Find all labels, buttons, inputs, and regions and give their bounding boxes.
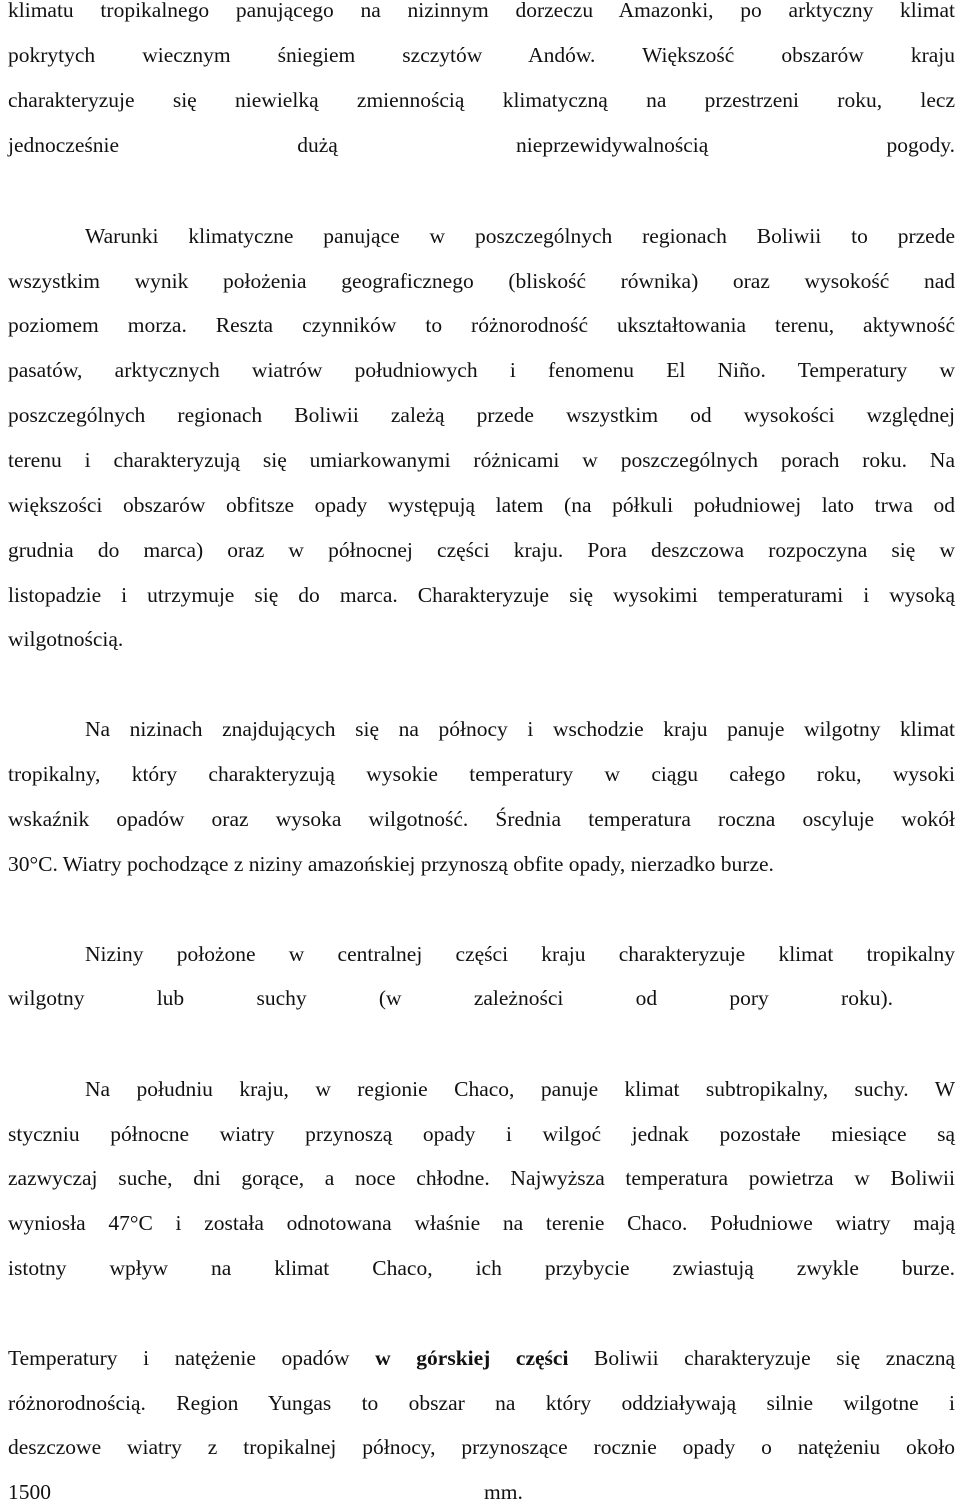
paragraph-line: styczniu północne wiatry przynoszą opady i wilgoć jednak pozostałe miesiące są [8, 1122, 955, 1146]
paragraph-line: Na południu kraju, w regionie Chaco, panuje klimat subtropikalny, suchy. W [85, 1077, 955, 1101]
paragraph-line: tropikalny, który charakteryzują wysokie temperatury w ciągu całego roku, wysoki [8, 762, 955, 786]
paragraph-line: klimatu tropikalnego panującego na nizinnym dorzeczu Amazonki, po arktyczny klimat [8, 0, 955, 22]
text-span: Boliwii charakteryzuje się znaczną [568, 1346, 955, 1370]
paragraph-line [8, 1343, 955, 1373]
paragraph-line: Warunki klimatyczne panujące w poszczególnych regionach Boliwii to przede [85, 224, 955, 248]
paragraph-line: istotny wpływ na klimat Chaco, ich przybycie zwiastują zwykle burze. [8, 1256, 955, 1280]
paragraph-line: wskaźnik opadów oraz wysoka wilgotność. Średnia temperatura roczna oscyluje wokół [8, 807, 955, 831]
paragraph-line: Niziny położone w centralnej części kraju charakteryzuje klimat tropikalny [85, 942, 955, 966]
paragraph-line: pokrytych wiecznym śniegiem szczytów Andów. Większość obszarów kraju [8, 43, 955, 67]
paragraph-line: grudnia do marca) oraz w północnej części kraju. Pora deszczowa rozpoczyna się w [8, 538, 955, 562]
paragraph-line: 30°C. Wiatry pochodzące z niziny amazońskiej przynoszą obfite opady, nierzadko burze. [8, 852, 774, 876]
paragraph-line: 1500 [8, 1480, 51, 1504]
paragraph-line: deszczowe wiatry z tropikalnej północy, przynoszące rocznie opady o natężeniu około [8, 1435, 955, 1459]
paragraph-line: większości obszarów obfitsze opady występują latem (na półkuli południowej lato trwa od [8, 493, 955, 517]
text-span: Temperatury i natężenie opadów [8, 1346, 376, 1370]
paragraph-line: Na nizinach znajdujących się na północy i wschodzie kraju panuje wilgotny klimat [85, 717, 955, 741]
paragraph-line: terenu i charakteryzują się umiarkowanymi różnicami w poszczególnych porach roku. Na [8, 448, 955, 472]
paragraph-line: zazwyczaj suche, dni gorące, a noce chłodne. Najwyższa temperatura powietrza w Boliwii [8, 1166, 955, 1190]
paragraph-line: jednocześnie dużą nieprzewidywalnością pogody. [8, 133, 955, 157]
paragraph-line: charakteryzuje się niewielką zmiennością klimatyczną na przestrzeni roku, lecz [8, 88, 955, 112]
paragraph-line: poziomem morza. Reszta czynników to różnorodność ukształtowania terenu, aktywność [8, 313, 955, 337]
paragraph-line: wilgotnością. [8, 627, 124, 651]
paragraph-line: wyniosła 47°C i została odnotowana właśnie na terenie Chaco. Południowe wiatry mają [8, 1211, 955, 1235]
paragraph-line: listopadzie i utrzymuje się do marca. Charakteryzuje się wysokimi temperaturami i wysoką [8, 583, 955, 607]
paragraph-line: wilgotny lub suchy (w zależności od pory roku). [8, 986, 893, 1010]
paragraph-line: wszystkim wynik położenia geograficznego (bliskość równika) oraz wysokość nad [8, 269, 955, 293]
paragraph-line: poszczególnych regionach Boliwii zależą przede wszystkim od wysokości względnej [8, 403, 955, 427]
bold-text: w górskiej części [375, 1346, 569, 1370]
paragraph-line: różnorodnością. Region Yungas to obszar na który oddziaływają silnie wilgotne i [8, 1391, 955, 1415]
paragraph-line: pasatów, arktycznych wiatrów południowych i fenomenu El Niño. Temperatury w [8, 358, 955, 382]
paragraph-line: mm. [484, 1480, 523, 1504]
